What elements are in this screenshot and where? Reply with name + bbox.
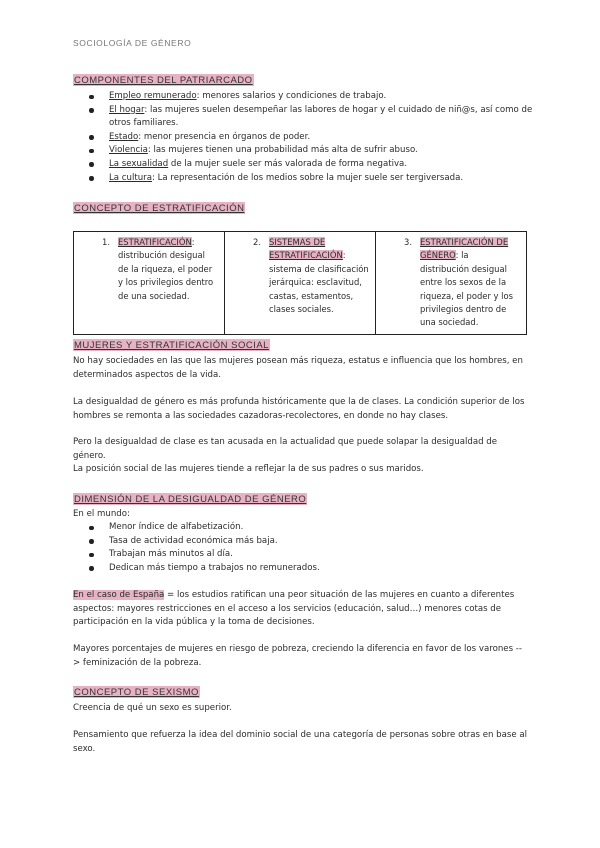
bullet-icon (89, 566, 94, 571)
list-item (73, 172, 533, 186)
item-term: Empleo remunerado (109, 91, 197, 101)
cell-text: la distribución desigual entre los sexos de la riqueza, el poder y los privilegios dentro de una sociedad. (420, 250, 513, 328)
list-item (73, 144, 533, 158)
cell-number: 3. (404, 237, 412, 247)
table-cell (225, 232, 376, 335)
running-header: SOCIOLOGÍA DE GÉNERO (73, 38, 192, 48)
item-text: Dedican más tiempo a trabajos no remunerados. (109, 562, 320, 573)
dimension-list (73, 521, 533, 575)
cell-text: sistema de clasificación jerárquica: esclavitud, castas, estamentos, clases sociales. (269, 263, 369, 315)
componentes-list (73, 90, 533, 185)
paragraph: La posición social de las mujeres tiende a reflejar la de sus padres o sus maridos. (73, 464, 424, 474)
item-term: Violencia (109, 145, 148, 156)
cell-title: ESTRATIFICACIÓN DE GÉNERO (420, 237, 509, 261)
bullet-icon (89, 176, 94, 181)
item-text: : las mujeres suelen desempeñar las labores de hogar y el cuidado de niñ@s, así como de otros familiares. (109, 104, 533, 129)
paragraph: No hay sociedades en las que las mujeres posean más riqueza, estatus e influencia que los hombres, en determinados aspectos de la vida. (73, 356, 523, 380)
cell-separator: : (455, 250, 459, 261)
bullet-icon (89, 539, 94, 544)
paragraph-spain (73, 589, 528, 630)
bullet-icon (89, 526, 94, 531)
section-title-componentes: COMPONENTES DEL PATRIARCADO (74, 75, 253, 86)
spain-label: En el caso de España (73, 590, 165, 600)
section-title-sexismo: CONCEPTO DE SEXISMO (74, 687, 199, 698)
spain-text: = los estudios ratifican una peor situación de las mujeres en cuanto a diferentes aspectos: mayores restricciones en el acceso a los servicios (educación, salud…) menores cotas de participación en la vida pública y la toma de decisiones. (73, 590, 515, 628)
item-text: Tasa de actividad económica más baja. (109, 535, 278, 546)
cell-text: distribución desigual de la riqueza, el poder y los privilegios dentro de una sociedad. (118, 250, 214, 301)
bullet-icon (89, 162, 94, 167)
cell-separator: : (342, 250, 346, 261)
item-term: El hogar (109, 104, 145, 115)
list-item (73, 562, 533, 576)
list-item (73, 548, 533, 562)
paragraph: Mayores porcentajes de mujeres en riesgo de pobreza, creciendo la diferencia en favor de los varones --> feminización de la pobreza. (73, 644, 522, 668)
cell-title: SISTEMAS DE ESTRATIFICACIÓN (269, 237, 343, 261)
cell-title: ESTRATIFICACIÓN (118, 237, 192, 247)
list-item (73, 90, 533, 104)
paragraph: La desigualdad de género es más profunda históricamente que la de clases. La condición superior de los hombres se remonta a las sociedades cazadoras-recolectores, en donde no hay clases. (73, 397, 525, 421)
list-item (73, 521, 533, 535)
table-cell (74, 232, 225, 335)
item-text: : La representación de los medios sobre la mujer suele ser tergiversada. (151, 172, 464, 183)
item-term: Estado (109, 131, 139, 142)
cell-separator: : (191, 237, 195, 247)
cell-number: 1. (102, 237, 110, 247)
estratificacion-table (73, 231, 527, 335)
bullet-icon (89, 108, 94, 113)
section-title-mujeres: MUJERES Y ESTRATIFICACIÓN SOCIAL (74, 340, 269, 351)
item-text: : menores salarios y condiciones de trabajo. (196, 91, 387, 101)
section-title-estratificacion: CONCEPTO DE ESTRATIFICACIÓN (74, 203, 245, 214)
item-term: La cultura (109, 172, 152, 183)
item-text: Trabajan más minutos al día. (109, 549, 233, 560)
item-term: La sexualidad (109, 158, 169, 169)
bullet-icon (89, 95, 94, 100)
item-text: Menor índice de alfabetización. (109, 522, 244, 532)
bullet-icon (89, 149, 94, 154)
list-item (73, 131, 533, 145)
list-item (73, 535, 533, 549)
paragraph: Creencia de qué un sexo es superior. (73, 703, 232, 713)
table-cell (376, 232, 527, 335)
bullet-icon (89, 135, 94, 140)
bullet-icon (89, 553, 94, 558)
section-title-dimension: DIMENSIÓN DE LA DESIGUALDAD DE GÉNERO (74, 494, 307, 505)
item-text: : las mujeres tienen una probabilidad más alta de sufrir abuso. (147, 145, 418, 156)
item-text: : menor presencia en órganos de poder. (138, 131, 311, 142)
dimension-intro: En el mundo: (73, 509, 130, 519)
paragraph: Pero la desigualdad de clase es tan acusada en la actualidad que puede solapar la desigualdad de género. (73, 437, 498, 461)
list-item (73, 104, 533, 131)
paragraph: Pensamiento que refuerza la idea del dominio social de una categoría de personas sobre otras en base al sexo. (73, 730, 528, 754)
item-text: de la mujer suele ser más valorada de forma negativa. (168, 158, 408, 169)
list-item (73, 158, 533, 172)
cell-number: 2. (253, 237, 261, 247)
